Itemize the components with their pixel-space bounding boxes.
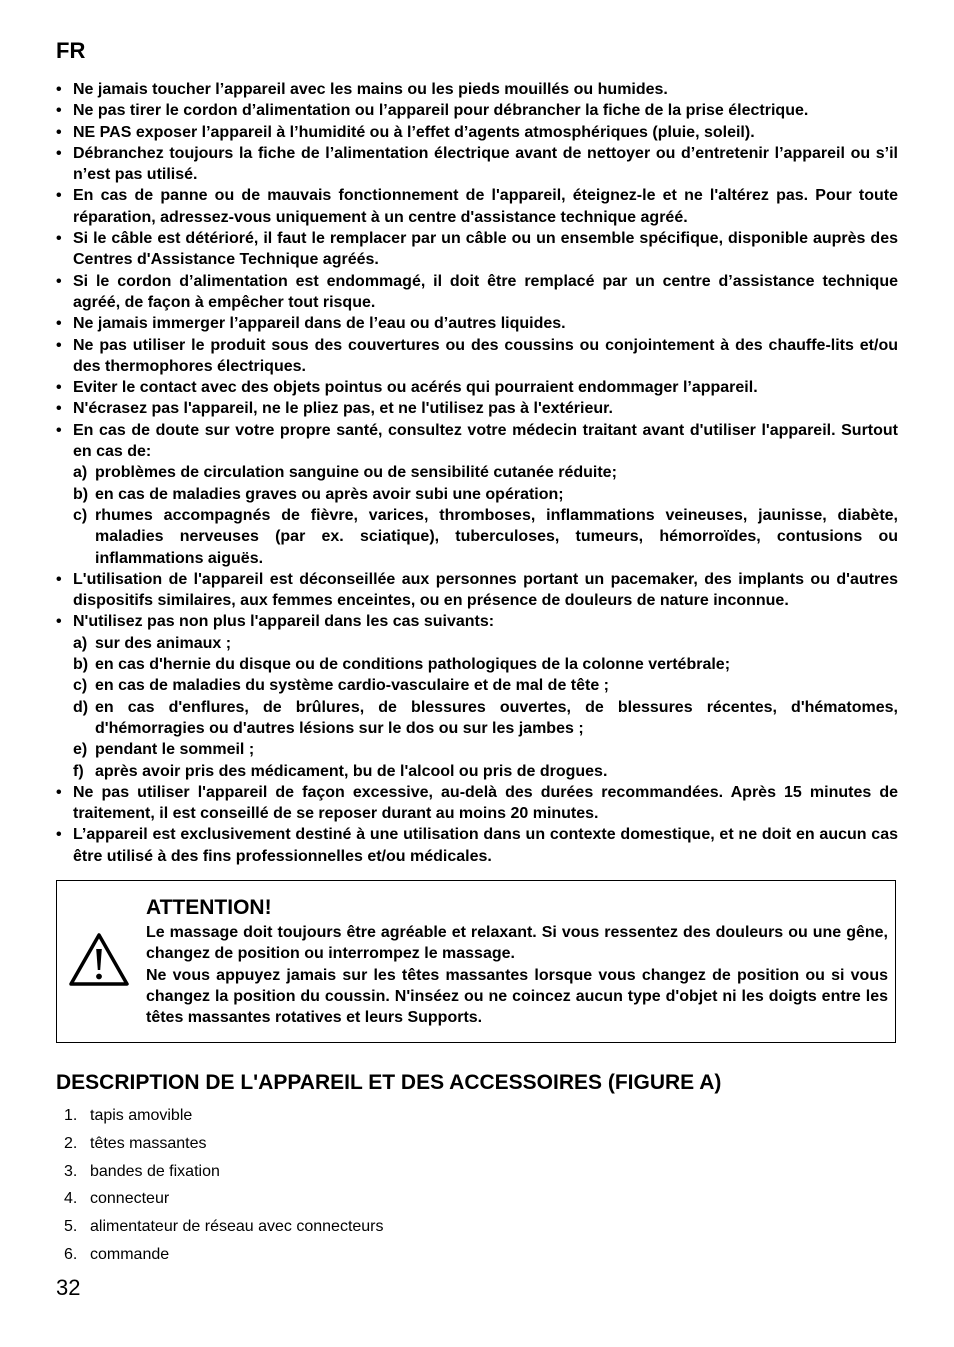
subitem-marker: b)	[73, 485, 89, 503]
accessory-number: 6.	[64, 1245, 78, 1263]
warning-item	[56, 824, 898, 867]
subitem-text: en cas d'enflures, de brûlures, de blessures ouvertes, de blessures récentes, d'hématomes, d'hémorragies ou d'autres lésions sur le dos ou sur les jambes ;	[95, 698, 898, 737]
accessory-number: 2.	[64, 1134, 78, 1152]
warning-subitem	[73, 761, 898, 782]
subitem-text: sur des animaux ;	[95, 634, 232, 652]
warning-subitem	[73, 675, 898, 696]
warning-subitem	[73, 697, 898, 740]
warning-item	[56, 313, 898, 334]
page-number: 32	[56, 1275, 81, 1300]
accessory-number: 3.	[64, 1162, 78, 1180]
subitem-marker: f)	[73, 762, 84, 780]
subitem-text: en cas de maladies du système cardio-vasculaire et de mal de tête ;	[95, 677, 610, 695]
language-code: FR	[56, 38, 86, 63]
subitem-text: problèmes de circulation sanguine ou de sensibilité cutanée réduite;	[95, 464, 617, 482]
subitem-marker: d)	[73, 698, 89, 716]
subitem-marker: e)	[73, 741, 88, 759]
warning-item	[56, 420, 898, 569]
subitem-marker: a)	[73, 464, 88, 482]
attention-box	[56, 880, 896, 1043]
warning-subitem	[73, 484, 898, 505]
warning-item	[56, 377, 898, 398]
subitem-text: pendant le sommeil ;	[95, 741, 255, 759]
accessory-label: alimentateur de réseau avec connecteurs	[90, 1218, 384, 1236]
subitem-marker: a)	[73, 634, 88, 652]
warning-text: Ne pas utiliser l'appareil de façon excessive, au-delà des durées recommandées. Après 15 minutes de traitement, il est conseillé de se reposer durant au moins 20 minutes.	[73, 783, 898, 823]
warning-item	[56, 782, 898, 825]
warning-text: En cas de doute sur votre propre santé, consultez votre médecin traitant avant d'utiliser l'appareil. Surtout en cas de:	[73, 421, 898, 461]
subitem-text: en cas de maladies graves ou après avoir subi une opération;	[95, 485, 564, 503]
subitem-text: après avoir pris des médicament, bu de l'alcool ou pris de drogues.	[95, 762, 608, 780]
warning-item	[56, 398, 898, 419]
section-title: DESCRIPTION DE L'APPAREIL ET DES ACCESSOIRES (FIGURE A)	[56, 1071, 722, 1094]
accessory-label: tapis amovible	[90, 1107, 193, 1124]
warning-item	[56, 185, 898, 228]
warning-text: Ne pas tirer le cordon d’alimentation ou l’appareil pour débrancher la fiche de la prise électrique.	[73, 102, 809, 120]
subitem-marker: c)	[73, 677, 88, 695]
attention-paragraph: Ne vous appuyez jamais sur les têtes massantes lorsque vous changez de position ou si vous changez la position du coussin. N'inséez ou ne coincez aucun type d'objet ni les doigts entre les têtes massantes rotatives et leurs Supports.	[146, 966, 888, 1027]
accessory-number: 5.	[64, 1218, 78, 1236]
warning-text: L’appareil est exclusivement destiné à une utilisation dans un contexte domestique, et ne doit en aucun cas être utilisé à des fins professionnelles et/ou médicales.	[73, 826, 898, 865]
warning-text: N'utilisez pas non plus l'appareil dans les cas suivants:	[73, 613, 495, 631]
warning-text: Eviter le contact avec des objets pointus ou acérés qui pourraient endommager l’appareil.	[73, 379, 758, 397]
warning-text: Si le câble est détérioré, il faut le remplacer par un câble ou un ensemble spécifique, disponible auprès des Centres d'Assistance Technique agréés.	[73, 230, 898, 269]
warning-subitem	[73, 462, 898, 483]
warning-item	[56, 335, 898, 378]
warning-subitem	[73, 633, 898, 654]
accessory-number: 4.	[64, 1190, 78, 1208]
subitem-marker: b)	[73, 656, 89, 674]
subitem-text: en cas d'hernie du disque ou de conditions pathologiques de la colonne vertébrale;	[95, 656, 731, 674]
warning-subitem	[73, 739, 898, 760]
warning-text: En cas de panne ou de mauvais fonctionnement de l'appareil, éteignez-le et ne l'altérez pas. Pour toute réparation, adressez-vous uniquement à un centre d'assistance technique agréé.	[73, 187, 898, 226]
warning-item	[56, 100, 898, 121]
warning-text: Ne jamais immerger l’appareil dans de l’eau ou d’autres liquides.	[73, 315, 566, 333]
accessory-label: bandes de fixation	[90, 1162, 220, 1180]
warning-text: Ne pas utiliser le produit sous des couvertures ou des coussins ou conjointement à des chauffe-lits et/ou des thermophores électriques.	[73, 336, 898, 375]
warning-subitem	[73, 654, 898, 675]
warning-text: Débranchez toujours la fiche de l’alimentation électrique avant de nettoyer ou d’entretenir l’appareil ou s’il n’est pas utilisé.	[73, 144, 898, 184]
safety-warnings-list	[56, 79, 898, 867]
warning-text: L'utilisation de l'appareil est déconseillée aux personnes portant un pacemaker, des implants ou d'autres dispositifs similaires, aux femmes enceintes, ou en présence de douleurs de nature inconnue.	[73, 570, 898, 610]
accessory-label: commande	[90, 1245, 170, 1263]
attention-title: ATTENTION!	[146, 896, 272, 919]
warning-item	[56, 611, 898, 781]
subitem-text: rhumes accompagnés de fièvre, varices, thromboses, inflammations veineuses, jaunisse, diabète, maladies nerveuses (par ex. sciatique), tuberculoses, tumeurs, hémorroïdes, contusions ou inflammations aiguës.	[95, 506, 898, 567]
accessory-item	[64, 1132, 384, 1160]
accessory-label: têtes massantes	[90, 1134, 207, 1152]
warning-item	[56, 228, 898, 271]
accessory-number: 1.	[64, 1107, 78, 1124]
warning-triangle-icon	[68, 932, 130, 988]
accessory-item	[64, 1243, 384, 1271]
attention-content	[146, 896, 888, 1028]
warning-item	[56, 79, 898, 100]
accessory-item	[64, 1187, 384, 1215]
warning-sublist	[73, 633, 898, 782]
warning-item	[56, 569, 898, 612]
warning-sublist	[73, 462, 898, 568]
accessory-label: connecteur	[90, 1190, 170, 1208]
warning-subitem	[73, 505, 898, 569]
warning-item	[56, 271, 898, 314]
warning-text: Ne jamais toucher l’appareil avec les mains ou les pieds mouillés ou humides.	[73, 81, 668, 98]
accessory-item	[64, 1104, 384, 1132]
accessory-item	[64, 1215, 384, 1243]
warning-text: Si le cordon d’alimentation est endommagé, il doit être remplacé par un centre d’assistance technique agréé, de façon à empêcher tout risque.	[73, 272, 898, 311]
warning-item	[56, 143, 898, 186]
accessory-item	[64, 1160, 384, 1188]
accessories-list	[64, 1104, 384, 1271]
warning-item	[56, 122, 898, 143]
subitem-marker: c)	[73, 506, 88, 524]
warning-text: N'écrasez pas l'appareil, ne le pliez pas, et ne l'utilisez pas à l'extérieur.	[73, 400, 613, 418]
attention-paragraph: Le massage doit toujours être agréable et relaxant. Si vous ressentez des douleurs ou une gêne, changez de position ou interrompez le massage.	[146, 924, 888, 963]
warning-text: NE PAS exposer l’appareil à l’humidité ou à l’effet d’agents atmosphériques (pluie, soleil).	[73, 123, 755, 141]
